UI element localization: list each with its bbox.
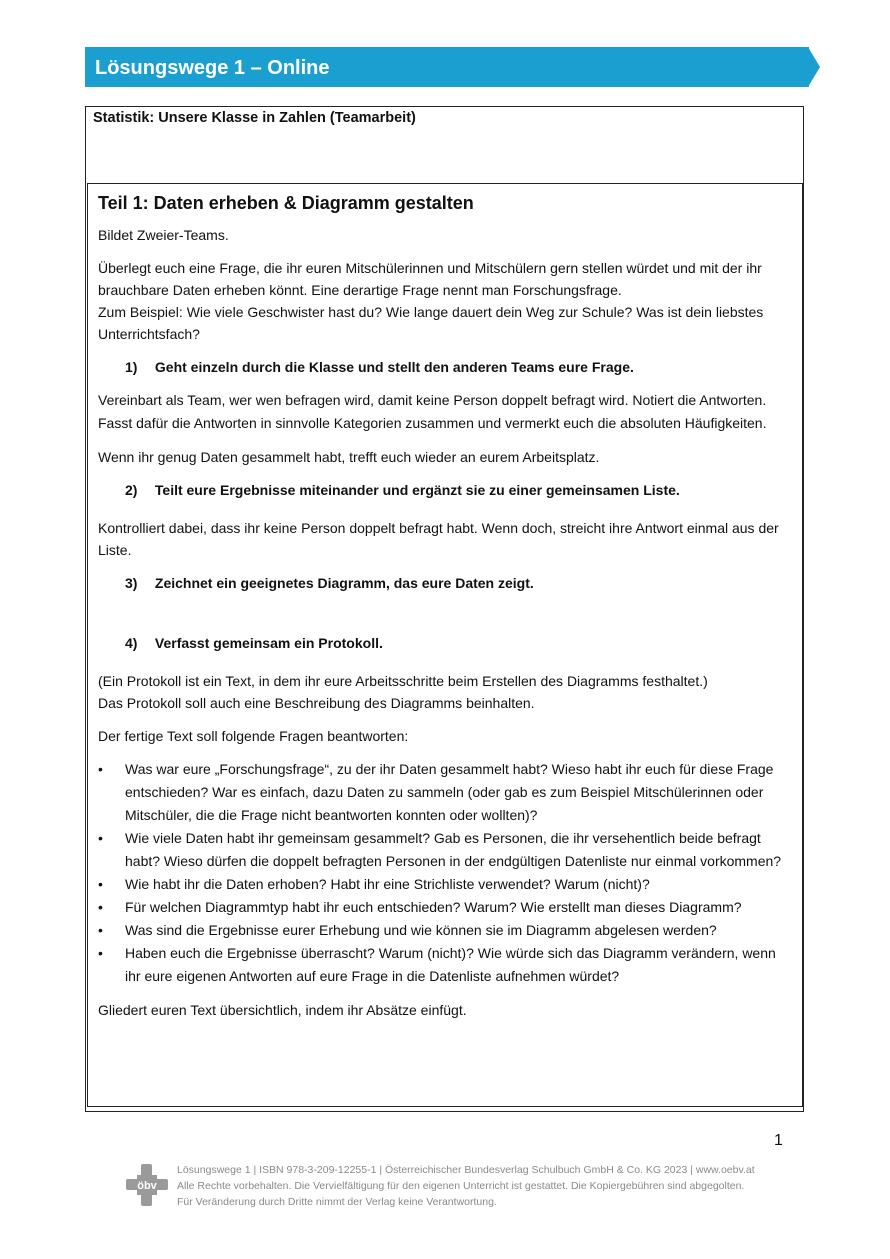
- list-item: [98, 896, 794, 919]
- footer-line-2: Alle Rechte vorbehalten. Die Vervielfältigung für den eigenen Unterricht ist gestattet. Die Kopiergebühren sind abgegolten.: [177, 1180, 745, 1192]
- paragraph-teams: Bildet Zweier-Teams.: [98, 227, 229, 243]
- bullet-icon: •: [98, 899, 103, 915]
- worksheet-title: Statistik: Unsere Klasse in Zahlen (Teamarbeit): [93, 110, 416, 126]
- task-2-number: 2): [125, 482, 138, 498]
- task-2: [125, 479, 794, 501]
- list-item: [98, 758, 794, 827]
- footer-line-1: Lösungswege 1 | ISBN 978-3-209-12255-1 | Österreichischer Bundesverlag Schulbuch GmbH & Co. KG 2023 | www.oebv.at: [177, 1164, 755, 1176]
- page-number: 1: [774, 1132, 783, 1149]
- paragraph-example-text: Zum Beispiel: Wie viele Geschwister hast du? Wie lange dauert dein Weg zur Schule? Was ist dein liebstes Unterrichtsfach?: [98, 304, 764, 342]
- header-title: Lösungswege 1 – Online: [95, 57, 330, 79]
- task-1: [125, 356, 794, 378]
- list-item-text: Haben euch die Ergebnisse überrascht? Warum (nicht)? Wie würde sich das Diagramm verändern, wenn ihr eure eigenen Antworten auf eure Frage in die Datenliste aufnehmen würdet?: [125, 945, 776, 984]
- question-list: [98, 758, 794, 988]
- paragraph-question-text: Überlegt euch eine Frage, die ihr euren Mitschülerinnen und Mitschülern gern stellen würdet und mit der ihr brauchbare Daten erheben könnt. Eine derartige Frage nennt man Forschungsfrage.: [98, 260, 762, 298]
- worksheet-content: [98, 190, 794, 1032]
- task-3: [125, 572, 794, 594]
- list-item: [98, 873, 794, 896]
- list-item: [98, 827, 794, 873]
- footer: [177, 1162, 755, 1210]
- list-item: [98, 919, 794, 942]
- part-title: Teil 1: Daten erheben & Diagramm gestalten: [98, 193, 474, 213]
- list-item-text: Was sind die Ergebnisse eurer Erhebung und wie können sie im Diagramm abgelesen werden?: [125, 922, 717, 938]
- task-2-text: Teilt eure Ergebnisse miteinander und ergänzt sie zu einer gemeinsamen Liste.: [154, 482, 680, 498]
- task-1-text: Geht einzeln durch die Klasse und stellt den anderen Teams eure Frage.: [154, 359, 634, 375]
- paragraph-questions-intro: Der fertige Text soll folgende Fragen beantworten:: [98, 728, 409, 744]
- bullet-icon: •: [98, 876, 103, 892]
- footer-line-3: Für Veränderung durch Dritte nimmt der Verlag keine Verantwortung.: [177, 1196, 497, 1208]
- bullet-icon: •: [98, 830, 103, 846]
- paragraph-enough: Wenn ihr genug Daten gesammelt habt, trefft euch wieder an eurem Arbeitsplatz.: [98, 449, 600, 465]
- task-3-text: Zeichnet ein geeignetes Diagramm, das eure Daten zeigt.: [154, 575, 534, 591]
- task-4-number: 4): [125, 635, 138, 651]
- bullet-icon: •: [98, 761, 103, 777]
- paragraph-question: [98, 257, 794, 345]
- logo-text: öbv: [137, 1180, 157, 1192]
- header-banner-arrow: [808, 47, 820, 87]
- task-4: [125, 632, 794, 654]
- oebv-logo-icon: [124, 1162, 170, 1208]
- paragraph-protocol: [98, 670, 794, 714]
- paragraph-protocol-line2: Das Protokoll soll auch eine Beschreibung des Diagramms beinhalten.: [98, 695, 535, 711]
- bullet-icon: •: [98, 922, 103, 938]
- list-item-text: Was war eure „Forschungsfrage“, zu der ihr Daten gesammelt habt? Wieso habt ihr euch für diese Frage entschieden? War es einfach, dazu Daten zu sammeln (oder gab es zum Beispiel Mitschülerinnen oder Mitschüler, die die Frage nicht beantworten konnten oder wollten)?: [125, 761, 774, 823]
- paragraph-agree: Vereinbart als Team, wer wen befragen wird, damit keine Person doppelt befragt wird. Notiert die Antworten. Fasst dafür die Antworten in sinnvolle Kategorien zusammen und vermerkt euch die absoluten Häufigkeiten.: [98, 392, 767, 431]
- task-1-number: 1): [125, 359, 138, 375]
- task-4-text: Verfasst gemeinsam ein Protokoll.: [154, 635, 383, 651]
- paragraph-protocol-line1: (Ein Protokoll ist ein Text, in dem ihr eure Arbeitsschritte beim Erstellen des Diagramms festhaltet.): [98, 673, 708, 689]
- task-3-number: 3): [125, 575, 138, 591]
- paragraph-structure: Gliedert euren Text übersichtlich, indem ihr Absätze einfügt.: [98, 1002, 467, 1018]
- list-item-text: Für welchen Diagrammtyp habt ihr euch entschieden? Warum? Wie erstellt man dieses Diagramm?: [125, 899, 742, 915]
- bullet-icon: •: [98, 945, 103, 961]
- list-item-text: Wie viele Daten habt ihr gemeinsam gesammelt? Gab es Personen, die ihr versehentlich beide befragt habt? Wieso dürfen die doppelt befragten Personen in der endgültigen Datenliste nur einmal vorkommen?: [125, 830, 782, 869]
- paragraph-check: Kontrolliert dabei, dass ihr keine Person doppelt befragt habt. Wenn doch, streicht ihre Antwort einmal aus der Liste.: [98, 520, 779, 558]
- list-item-text: Wie habt ihr die Daten erhoben? Habt ihr eine Strichliste verwendet? Warum (nicht)?: [125, 876, 650, 892]
- list-item: [98, 942, 794, 988]
